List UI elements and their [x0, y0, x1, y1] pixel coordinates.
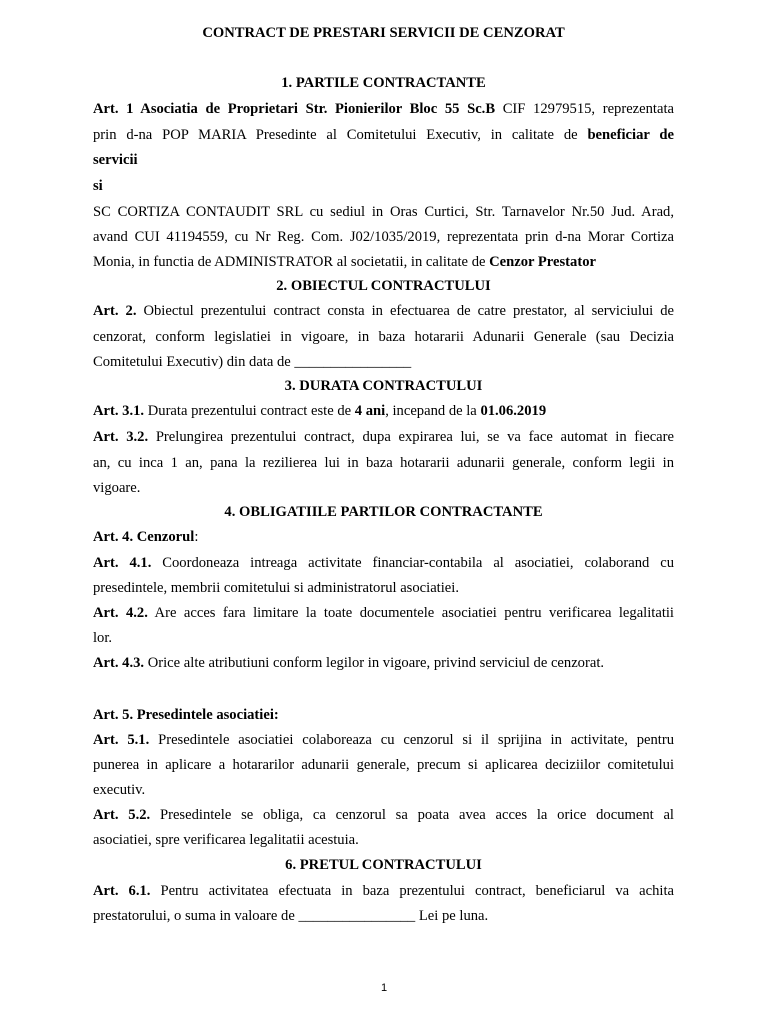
- section-3-heading: 3. DURATA CONTRACTULUI: [284, 378, 483, 394]
- art-2-line-2: cenzorat, conform legislatiei in vigoare, in baza hotararii Adunarii Generale (sau Decizia: [93, 329, 674, 345]
- art-1-line-1: Art. 1 Asociatia de Proprietari Str. Pionierilor Bloc 55 Sc.B CIF 12979515, reprezentata: [93, 101, 674, 117]
- page-number: 1: [380, 982, 388, 994]
- art-5-1-line-1: Art. 5.1. Presedintele asociatiei colaboreaza cu cenzorul si il sprijina in activitate, pentru: [93, 732, 674, 748]
- art-1-label: Art. 1 Asociatia de Proprietari Str. Pionierilor Bloc 55 Sc.B: [93, 101, 496, 117]
- art-1-line-6: avand CUI 41194559, cu Nr Reg. Com. J02/1035/2019, reprezentata prin d-na Morar Cortiza: [93, 229, 674, 245]
- art-4-3: Art. 4.3. Orice alte atributiuni conform legilor in vigoare, privind serviciul de cenzorat.: [93, 655, 605, 671]
- art-4-1-line-2: presedintele, membrii comitetului si administratorul asociatiei.: [93, 580, 459, 596]
- art-4-1-line-1: Art. 4.1. Coordoneaza intreaga activitate financiar-contabila al asociatiei, colaborand cu: [93, 555, 674, 571]
- document-title: CONTRACT DE PRESTARI SERVICII DE CENZORAT: [202, 25, 565, 41]
- art-5-1-line-2: punerea in aplicare a hotararilor adunarii generale, precum si aplicarea deciziilor comitetului: [93, 757, 674, 773]
- art-1-line-5: SC CORTIZA CONTAUDIT SRL cu sediul in Oras Curtici, Str. Tarnavelor Nr.50 Jud. Arad,: [93, 204, 674, 220]
- section-4-heading: 4. OBLIGATIILE PARTILOR CONTRACTANTE: [224, 504, 543, 520]
- art-3-2-line-3: vigoare.: [93, 480, 141, 496]
- art-5-2-line-2: asociatiei, spre verificarea legalitatii acestuia.: [93, 832, 359, 848]
- art-6-1-line-1: Art. 6.1. Pentru activitatea efectuata in baza prezentului contract, beneficiarul va achita: [93, 883, 674, 899]
- art-1-line-2: prin d-na POP MARIA Presedinte al Comitetului Executiv, in calitate de beneficiar de: [93, 127, 674, 143]
- art-6-1-line-2: prestatorului, o suma in valoare de ________________ Lei pe luna.: [93, 908, 489, 924]
- art-3-2-line-1: Art. 3.2. Prelungirea prezentului contract, dupa expirarea lui, se va face automat in fiecare: [93, 429, 674, 445]
- art-4-heading: Art. 4. Cenzorul:: [93, 529, 199, 545]
- art-1-line-7: Monia, in functia de ADMINISTRATOR al societatii, in calitate de Cenzor Prestator: [93, 254, 596, 270]
- art-5-heading: Art. 5. Presedintele asociatiei:: [93, 707, 279, 723]
- art-5-2-line-1: Art. 5.2. Presedintele se obliga, ca cenzorul sa poata avea acces la orice document al: [93, 807, 674, 823]
- art-1-si: si: [93, 178, 103, 194]
- art-2-line-3: Comitetului Executiv) din data de ________________: [93, 354, 412, 370]
- art-1-line-3: servicii: [93, 152, 138, 168]
- section-1-heading: 1. PARTILE CONTRACTANTE: [281, 75, 486, 91]
- art-5-1-line-3: executiv.: [93, 782, 146, 798]
- art-4-2-line-1: Art. 4.2. Are acces fara limitare la toate documentele asociatiei pentru verificarea legalitatii: [93, 605, 674, 621]
- art-4-2-line-2: lor.: [93, 630, 113, 646]
- art-2-line-1: Art. 2. Obiectul prezentului contract consta in efectuarea de catre prestator, al serviciului de: [93, 303, 674, 319]
- art-3-2-line-2: an, cu inca 1 an, pana la rezilierea lui in baza hotararii adunarii generale, conform legii in: [93, 455, 674, 471]
- section-6-heading: 6. PRETUL CONTRACTULUI: [285, 857, 482, 873]
- section-2-heading: 2. OBIECTUL CONTRACTULUI: [276, 278, 491, 294]
- art-3-1: Art. 3.1. Durata prezentului contract este de 4 ani, incepand de la 01.06.2019: [93, 403, 547, 419]
